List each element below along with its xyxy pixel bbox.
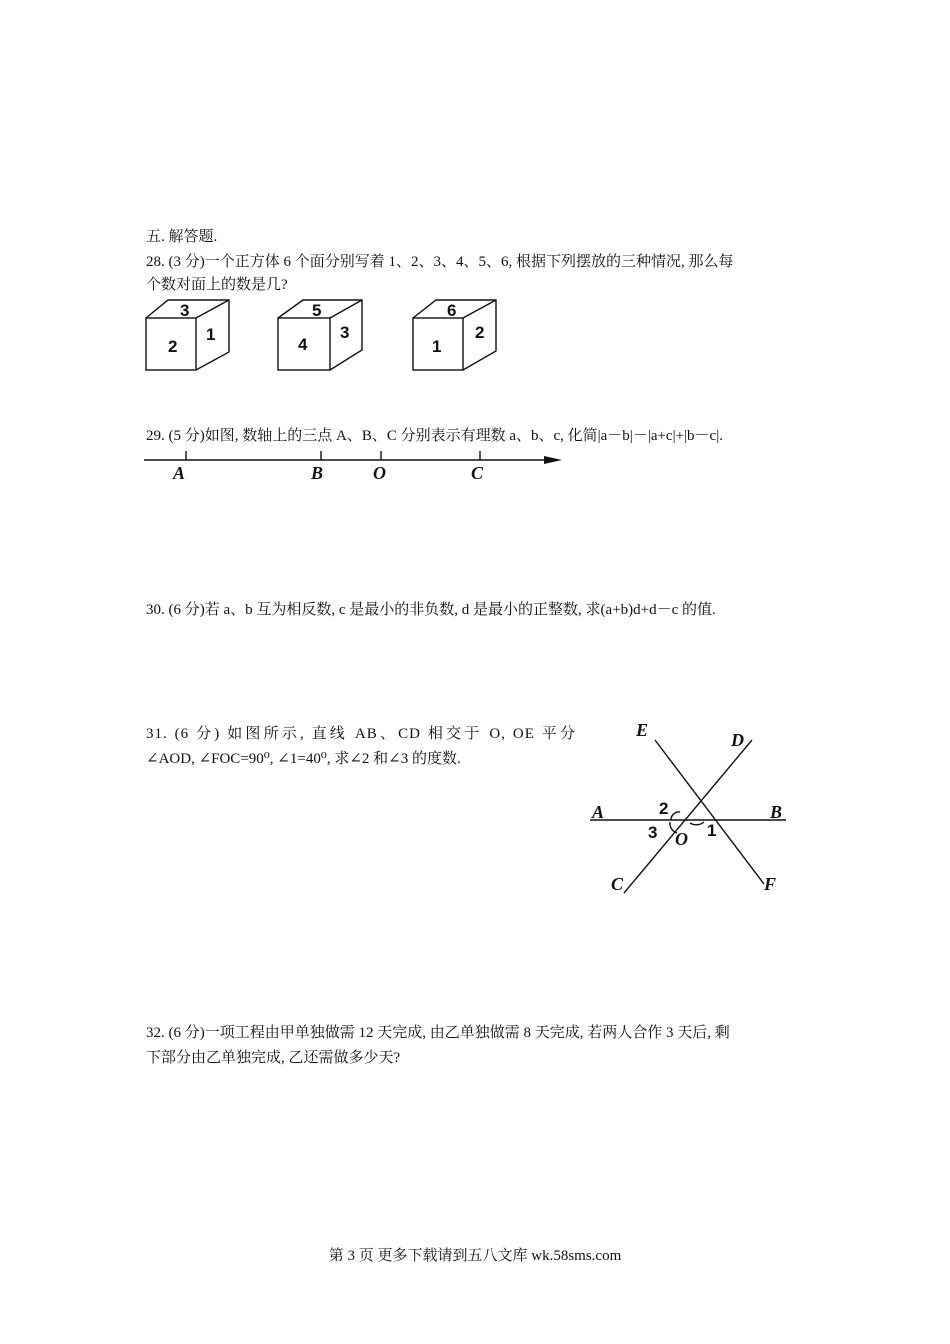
label-o: O (675, 829, 688, 849)
q28-cube-figures (140, 296, 600, 376)
label-b: B (770, 802, 783, 822)
angle-1-arc (690, 822, 704, 825)
cube-1-front: 2 (168, 337, 178, 356)
cube-2-top: 5 (312, 301, 322, 320)
point-c-label: C (471, 463, 484, 483)
label-e: E (636, 720, 649, 740)
q31-line-1: 31. (6 分) 如图所示, 直线 AB、CD 相交于 O, OE 平分 (146, 726, 576, 742)
q29-number-line (140, 448, 570, 488)
label-angle-3: 3 (648, 823, 658, 842)
point-o-label: O (373, 463, 386, 483)
label-angle-1: 1 (707, 821, 717, 840)
q30-text: 30. (6 分)若 a、b 互为相反数, c 是最小的非负数, d 是最小的正整数, 求(a+b)d+d－c 的值. (146, 602, 716, 618)
cube-1-top: 3 (180, 301, 190, 320)
label-d: D (731, 730, 744, 750)
section-heading: 五. 解答题. (146, 229, 218, 245)
label-f: F (764, 874, 777, 894)
point-a-label: A (173, 463, 186, 483)
label-angle-2: 2 (659, 799, 669, 818)
point-b-label: B (311, 463, 324, 483)
ray-oe-of (655, 740, 764, 884)
cube-2-front: 4 (298, 335, 308, 354)
cube-3-top: 6 (447, 301, 457, 320)
cube-2-side: 3 (340, 323, 350, 342)
line-cd (624, 740, 752, 893)
q28-line-2: 个数对面上的数是几? (146, 277, 288, 293)
q28-line-1: 28. (3 分)一个正方体 6 个面分别写着 1、2、3、4、5、6, 根据下列摆放的三种情况, 那么每 (146, 254, 734, 270)
q29-text: 29. (5 分)如图, 数轴上的三点 A、B、C 分别表示有理数 a、b、c, 化简|a－b|－|a+c|+|b－c|. (146, 428, 723, 444)
cube-3-side: 2 (475, 323, 485, 342)
label-c: C (611, 874, 624, 894)
q31-line-2: ∠AOD, ∠FOC=90⁰, ∠1=40⁰, 求∠2 和∠3 的度数. (146, 751, 461, 767)
axis-arrow (544, 456, 562, 464)
q31-angle-figure (586, 718, 796, 900)
q32-line-2: 下部分由乙单独完成, 乙还需做多少天? (146, 1050, 401, 1066)
page-footer: 第 3 页 更多下载请到五八文库 wk.58sms.com (328, 1248, 622, 1264)
angle-2-arc (671, 812, 680, 820)
q32-line-1: 32. (6 分)一项工程由甲单独做需 12 天完成, 由乙单独做需 8 天完成, 若两人合作 3 天后, 剩 (146, 1025, 730, 1041)
cube-3-front: 1 (432, 337, 442, 356)
cube-1-side: 1 (206, 325, 216, 344)
label-a: A (592, 802, 605, 822)
